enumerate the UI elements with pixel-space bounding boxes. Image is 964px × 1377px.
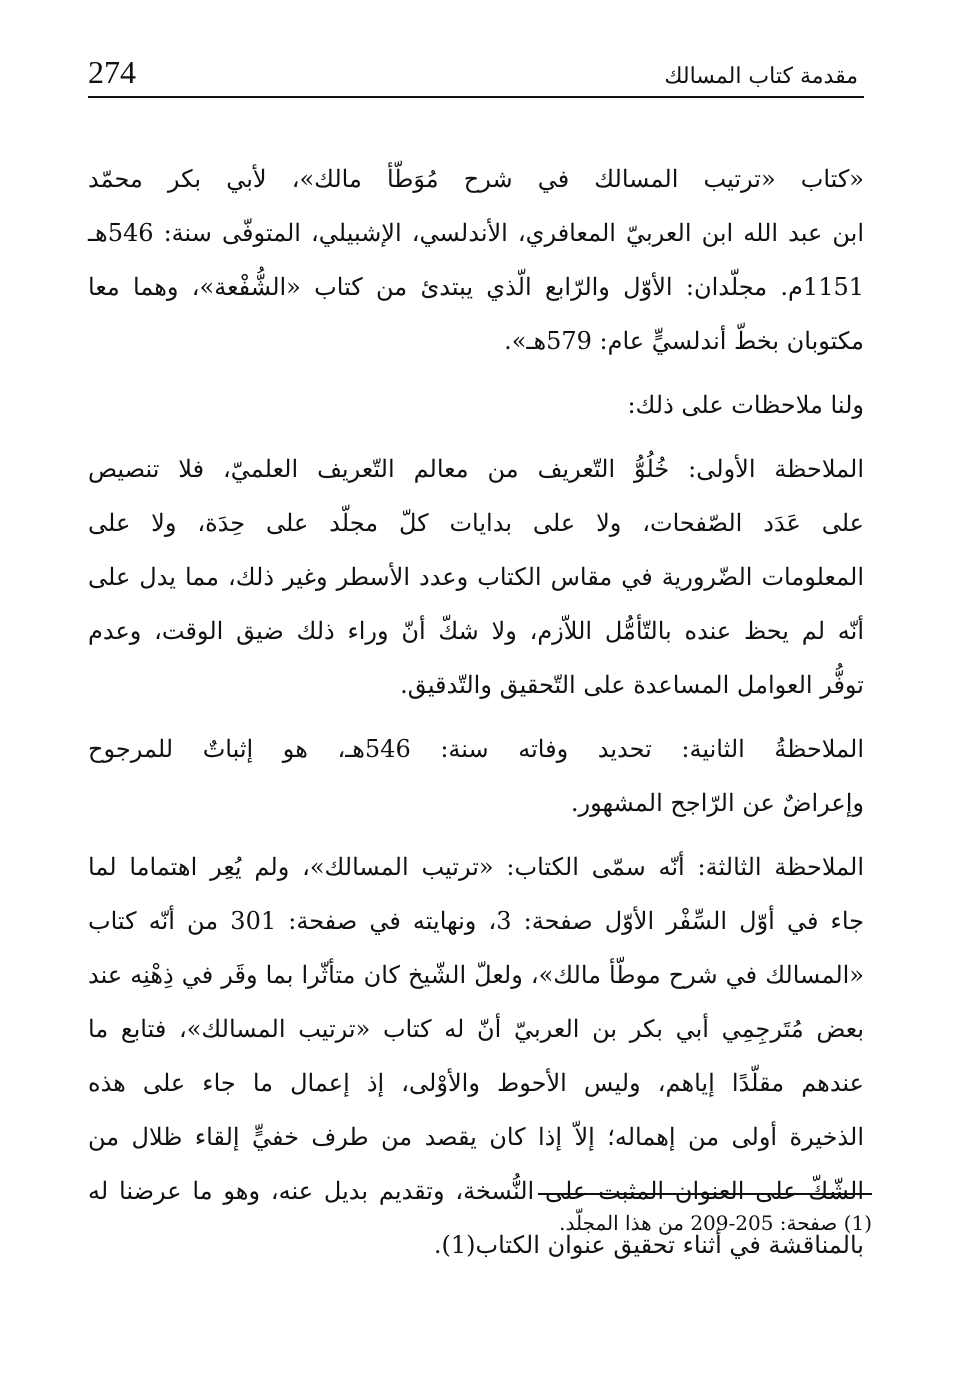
text-line: الشّكّ على العنوان المثبت على النُّسخة، وتقديم بديل عنه، وهو ما عرضنا له: [88, 1177, 864, 1205]
paragraph: [88, 378, 864, 432]
footnote: (1) صفحة: 205-209 من هذا المجلّد.: [559, 1211, 872, 1235]
text-line: «كتاب «ترتيب المسالك في شرح مُوَطّأ مالك»، لأبي بكر محمّد: [88, 165, 864, 193]
page-header: [88, 52, 864, 98]
text-line: بعض مُتَرجِمِي أبي بكر بن العربيّ أنّ له كتاب «ترتيب المسالك»، فتابع ما: [88, 1015, 864, 1043]
text-line: الملاحظة الأولى: خُلُوُّ التّعريف من معالم التّعريف العلميّ، فلا تنصيص: [88, 455, 864, 483]
paragraph: [88, 722, 864, 830]
footnote-separator: [538, 1193, 872, 1195]
text-line: الذخيرة أولى من إهماله؛ إلاّ إذا كان يقصد من طرف خفيٍّ إلقاء ظلال من: [88, 1123, 864, 1151]
text-line: ابن عبد الله ابن العربيّ المعافري، الأندلسي، الإشبيلي، المتوفّى سنة: 546هـ: [88, 219, 864, 247]
text-line: جاء في أوّل السِّفْر الأوّل صفحة: 3، ونهايته في صفحة: 301 من أنّه كتاب: [88, 907, 864, 935]
running-title: مقدمة كتاب المسالك: [664, 64, 858, 89]
text-line: المعلومات الضّرورية في مقاس الكتاب وعدد الأسطر وغير ذلك، مما يدل على: [88, 563, 864, 591]
text-line: مكتوبان بخطّ أندلسيٍّ عام: 579هـ».: [504, 327, 864, 355]
text-line: على عَدَد الصّفحات، ولا على بدايات كلّ مجلّد على حِدَة، ولا على: [88, 509, 864, 537]
text-line: عندهم مقلّدًا إياهم، وليس الأحوط والأوْلى، إذ إعمال ما جاء على هذه: [88, 1069, 864, 1097]
page-number: 274: [88, 54, 136, 90]
text-line: وإعراضٌ عن الرّاجح المشهور.: [570, 789, 864, 817]
body-text: [88, 152, 864, 1282]
text-line: أنّه لم يحظ عنده بالتّأمُّل اللاّزم، ولا شكّ أنّ وراء ذلك ضيق الوقت، وعدم: [88, 617, 864, 645]
paragraph: [88, 152, 864, 368]
text-line: «المسالك في شرح موطّأ مالك»، ولعلّ الشّيخ كان متأثّرا بما وقَر في ذِهْنِه عند: [88, 961, 864, 989]
text-line: الملاحظة الثالثة: أنّه سمّى الكتاب: «ترتيب المسالك»، ولم يُعِر اهتماما لما: [88, 853, 864, 881]
text-line: ولنا ملاحظات على ذلك:: [627, 391, 864, 419]
text-line: بالمناقشة في أثناء تحقيق عنوان الكتاب(1).: [433, 1231, 864, 1259]
text-line: 1151م. مجلّدان: الأوّل والرّابع الّذي يبتدئ من كتاب «الشُّفْعة»، وهما معا: [88, 273, 864, 301]
text-line: توفُّر العوامل المساعدة على التّحقيق والتّدقيق.: [400, 671, 864, 699]
text-line: الملاحظةُ الثانية: تحديد وفاته سنة: 546هـ، هو إثباتٌ للمرجوح: [88, 735, 864, 763]
paragraph: [88, 442, 864, 712]
